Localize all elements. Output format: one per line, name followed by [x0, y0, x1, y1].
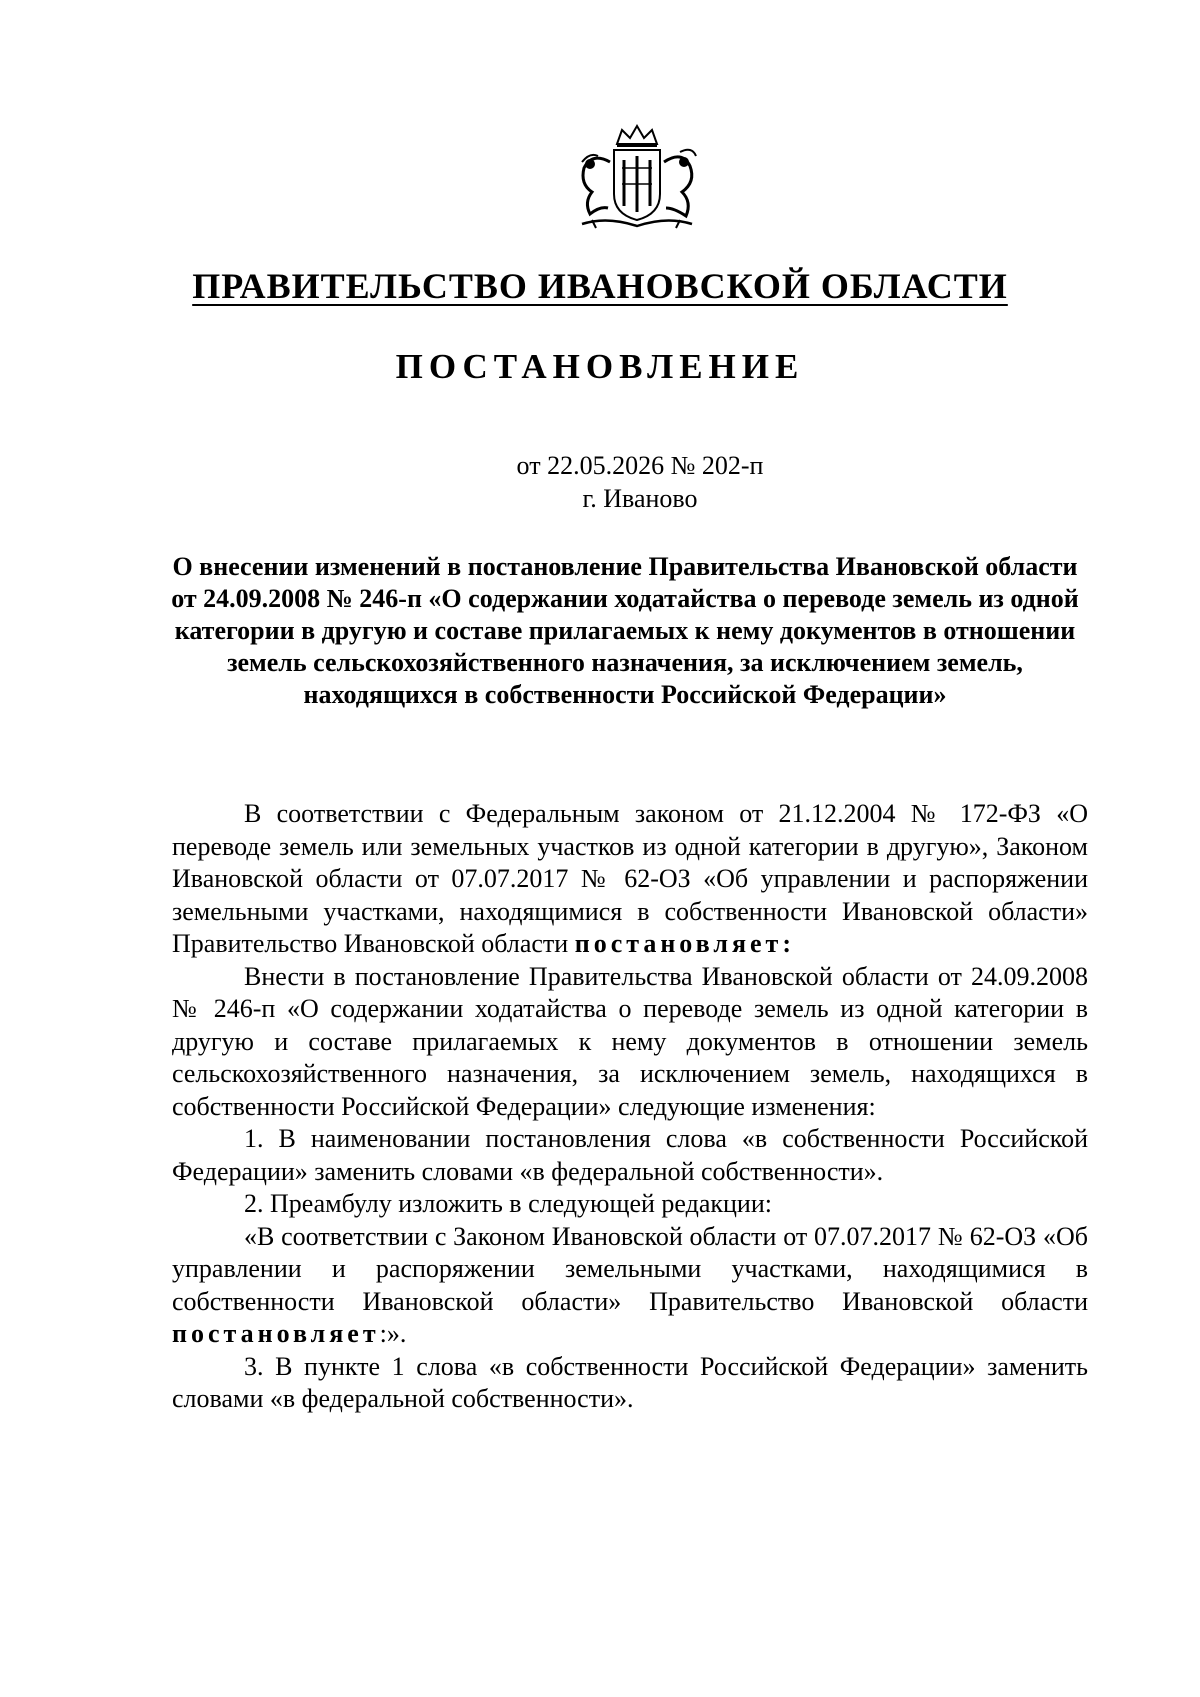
coat-of-arms-icon: [562, 122, 712, 232]
document-meta: [0, 449, 1200, 515]
quote-end: :».: [379, 1319, 407, 1348]
document-city: г. Иваново: [582, 484, 698, 513]
quote-decides-word: постановляет: [172, 1319, 380, 1348]
item-1-paragraph: 1. В наименовании постановления слова «в собственности Российской Федерации» заменить словами «в федеральной собственности».: [172, 1124, 1088, 1186]
document-body: [172, 798, 1088, 1416]
preamble-paragraph: [172, 798, 1088, 961]
document-subject: О внесении изменений в постановление Правительства Ивановской области от 24.09.2008 № 246-п «О содержании ходатайства о переводе земель из одной категории в другую и составе прилагаемых к нему документов в отношении земель сельскохозяйственного назначения, за исключением земель, находящихся в собственности Российской Федерации»: [171, 552, 1079, 709]
item-3-paragraph: 3. В пункте 1 слова «в собственности Российской Федерации» заменить словами «в федеральной собственности».: [172, 1351, 1088, 1413]
document-type: ПОСТАНОВЛЕНИЕ: [395, 347, 805, 386]
decides-word: постановляет:: [574, 929, 795, 958]
organization-title: [0, 265, 1200, 307]
item-2-paragraph: 2. Преамбулу изложить в следующей редакции:: [244, 1189, 772, 1218]
preamble-text: В соответствии с Федеральным законом от 21.12.2004 № 172-ФЗ «О переводе земель или земельных участков из одной категории в другую», Законом Ивановской области от 07.07.2017 № 62-ОЗ «Об управлении и распоряжении земельными участками, находящимися в собственности Ивановской области» Правительство Ивановской области: [172, 799, 1088, 958]
document-date-number: от 22.05.2026 № 202-п: [516, 451, 764, 480]
intro-paragraph: Внести в постановление Правительства Ивановской области от 24.09.2008 № 246-п «О содержании ходатайства о переводе земель из одной категории в другую и составе прилагаемых к нему документов в отношении земель сельскохозяйственного назначения, за исключением земель, находящихся в собственности Российской Федерации» следующие изменения:: [172, 961, 1088, 1121]
quote-paragraph: [172, 1221, 1088, 1351]
organization-name: ПРАВИТЕЛЬСТВО ИВАНОВСКОЙ ОБЛАСТИ: [192, 266, 1008, 306]
quote-text: «В соответствии с Законом Ивановской области от 07.07.2017 № 62-ОЗ «Об управлении и распоряжении земельными участками, находящимися в собственности Ивановской области» Правительство Ивановской области: [172, 1221, 1088, 1316]
